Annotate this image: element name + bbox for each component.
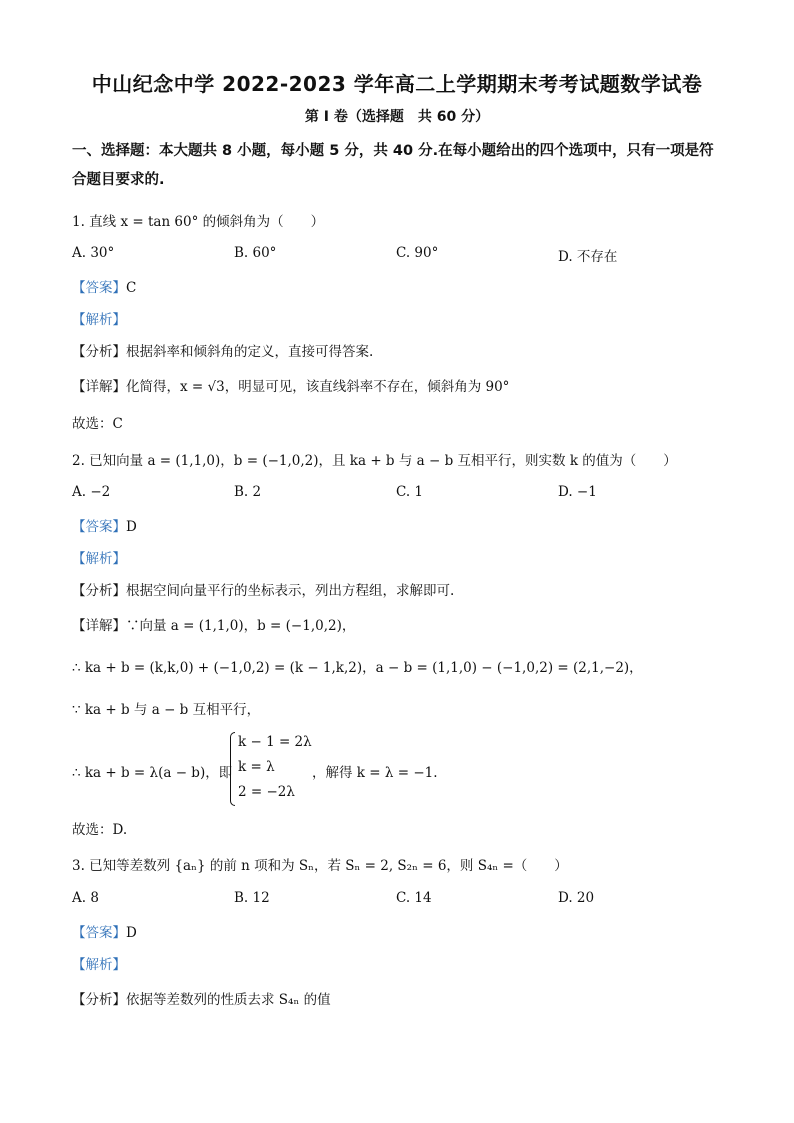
xiangjie-tag: 【详解】 bbox=[72, 618, 126, 634]
q2-eq3: 2 = −2λ bbox=[238, 784, 295, 800]
analysis-tag: 【解析】 bbox=[72, 551, 126, 567]
q1-option-b: B. 60° bbox=[234, 245, 277, 261]
answer-tag: 【答案】 bbox=[72, 280, 126, 296]
q1-xiangjie-line bbox=[72, 375, 509, 395]
q2-step4a: ∴ ka + b = λ(a − b)，即 bbox=[72, 765, 233, 781]
q1-answer: C bbox=[126, 280, 137, 296]
q3-fenxi: 依据等差数列的性质去求 S₄ₙ 的值 bbox=[126, 992, 331, 1008]
q2-step1: ∵向量 a = (1,1,0)，b = (−1,0,2)， bbox=[126, 618, 356, 634]
exam-subtitle: 第 I 卷（选择题 共 60 分） bbox=[304, 109, 490, 125]
answer-tag: 【答案】 bbox=[72, 925, 126, 941]
answer-tag: 【答案】 bbox=[72, 519, 126, 535]
exam-title: 中山纪念中学 2022-2023 学年高二上学期期末考考试题数学试卷 bbox=[91, 72, 703, 96]
q2-step3: ∵ ka + b 与 a − b 互相平行， bbox=[72, 702, 261, 718]
q3-analysis-line bbox=[72, 953, 126, 973]
analysis-tag: 【解析】 bbox=[72, 312, 126, 328]
q2-choose: 故选：D. bbox=[72, 822, 128, 838]
q1-answer-line bbox=[72, 276, 136, 296]
q3-option-b: B. 12 bbox=[234, 890, 270, 906]
q1-option-c: C. 90° bbox=[396, 245, 439, 261]
q2-analysis-line bbox=[72, 547, 126, 567]
q1-analysis-line bbox=[72, 308, 126, 328]
fenxi-tag: 【分析】 bbox=[72, 992, 126, 1008]
q2-xiangjie-line bbox=[72, 614, 355, 634]
q1-option-a: A. 30° bbox=[72, 245, 115, 261]
q2-option-d: D. −1 bbox=[558, 484, 597, 500]
fenxi-tag: 【分析】 bbox=[72, 344, 126, 360]
q1-fenxi: 根据斜率和倾斜角的定义，直接可得答案. bbox=[126, 344, 374, 360]
q2-option-c: C. 1 bbox=[396, 484, 424, 500]
q3-stem: 3. 已知等差数列 {aₙ} 的前 n 项和为 Sₙ，若 Sₙ = 2, S₂ₙ = 6，则 S₄ₙ =（ ） bbox=[72, 858, 568, 874]
q2-eq2: k = λ bbox=[238, 759, 275, 775]
q2-answer: D bbox=[126, 519, 137, 535]
q3-option-a: A. 8 bbox=[72, 890, 99, 906]
q2-answer-line bbox=[72, 515, 137, 535]
xiangjie-tag: 【详解】 bbox=[72, 379, 126, 395]
q3-option-d: D. 20 bbox=[558, 890, 595, 906]
q3-fenxi-line bbox=[72, 988, 331, 1008]
q3-answer-line bbox=[72, 921, 137, 941]
q2-fenxi: 根据空间向量平行的坐标表示，列出方程组，求解即可. bbox=[126, 583, 455, 599]
q2-option-a: A. −2 bbox=[72, 484, 111, 500]
q1-stem: 1. 直线 x = tan 60° 的倾斜角为（ ） bbox=[72, 214, 325, 230]
equation-system-brace bbox=[230, 732, 235, 806]
section-heading: 一、选择题：本大题共 8 小题，每小题 5 分，共 40 分.在每小题给出的四个选项中，只有一项是符合题目要求的. bbox=[72, 143, 714, 188]
q1-choose: 故选：C bbox=[72, 416, 123, 432]
q2-fenxi-line bbox=[72, 579, 454, 599]
q1-option-d: D. 不存在 bbox=[558, 249, 618, 265]
q2-step4b: ，解得 k = λ = −1. bbox=[312, 765, 438, 781]
q1-fenxi-line bbox=[72, 340, 373, 360]
q3-option-c: C. 14 bbox=[396, 890, 432, 906]
q3-answer: D bbox=[126, 925, 137, 941]
q1-xiangjie: 化简得，x = √3，明显可见，该直线斜率不存在，倾斜角为 90° bbox=[126, 379, 510, 395]
fenxi-tag: 【分析】 bbox=[72, 583, 126, 599]
q2-stem: 2. 已知向量 a = (1,1,0)，b = (−1,0,2)，且 ka + b 与 a − b 互相平行，则实数 k 的值为（ ） bbox=[72, 453, 677, 469]
analysis-tag: 【解析】 bbox=[72, 957, 126, 973]
q2-step2: ∴ ka + b = (k,k,0) + (−1,0,2) = (k − 1,k,2)，a − b = (1,1,0) − (−1,0,2) = (2,1,−2)， bbox=[72, 660, 643, 676]
q2-option-b: B. 2 bbox=[234, 484, 262, 500]
q2-eq1: k − 1 = 2λ bbox=[238, 734, 312, 750]
